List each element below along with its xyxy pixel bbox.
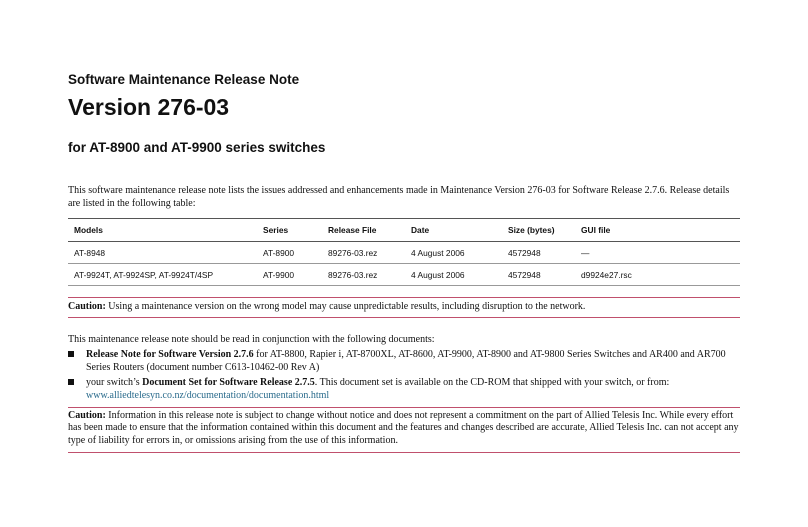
column-header: GUI file <box>575 219 740 242</box>
table-row <box>68 242 740 264</box>
list-item <box>68 349 740 374</box>
document-description: . This document set is available on the CD-ROM that shipped with your switch, or from: <box>314 377 670 388</box>
caution-text: Information in this release note is subject to change without notice and does not represent a commitment on the part of Allied Telesis Inc. While every effort has been made to ensure that the information contained within this document and the features and changes described are accurate, Allied Telesis Inc. can not accept any type of liability for errors in, or omissions arising from the use of this information. <box>68 410 739 446</box>
release-table <box>68 218 740 286</box>
document-title: Release Note for Software Version 2.7.6 <box>86 349 254 360</box>
document-title: Document Set for Software Release 2.7.5 <box>142 377 315 388</box>
table-cell: 4572948 <box>502 242 575 264</box>
column-header: Size (bytes) <box>502 219 575 242</box>
caution-label: Caution: <box>68 301 106 312</box>
list-item <box>68 377 740 402</box>
document-subtitle: for AT-8900 and AT-9900 series switches <box>68 140 326 155</box>
column-header: Date <box>405 219 502 242</box>
bullet-square-icon <box>68 351 74 357</box>
table-cell: 4 August 2006 <box>405 242 502 264</box>
documentation-link[interactable]: www.alliedtelesyn.co.nz/documentation/documentation.html <box>86 389 330 401</box>
table-cell: AT-9924T, AT-9924SP, AT-9924T/4SP <box>68 264 257 286</box>
document-description: for AT-8800, Rapier i, AT-8700XL, AT-8600, AT-9900, AT-8900 and AT-9800 Series Switches and AR400 and AR700 Series Routers (document number C613-10462-00 Rev A) <box>86 349 726 373</box>
page-title: Version 276-03 <box>68 94 230 120</box>
documents-intro: This maintenance release note should be read in conjunction with the following documents: <box>68 334 435 345</box>
table-header-row <box>68 219 740 242</box>
caution-text: Using a maintenance version on the wrong model may cause unpredictable results, including disruption to the network. <box>105 301 586 312</box>
intro-paragraph: This software maintenance release note lists the issues addressed and enhancements made in Maintenance Version 276-03 for Software Release 2.7.6. Release details are listed in the following table: <box>68 185 730 209</box>
table-cell: — <box>575 242 740 264</box>
column-header: Release File <box>322 219 405 242</box>
table-cell: d9924e27.rsc <box>575 264 740 286</box>
table-cell: 89276-03.rez <box>322 264 405 286</box>
caution-label: Caution: <box>68 410 106 421</box>
caution-note-model <box>68 297 740 318</box>
table-row <box>68 264 740 286</box>
table-cell: 4572948 <box>502 264 575 286</box>
bullet-square-icon <box>68 379 74 385</box>
caution-note-disclaimer <box>68 407 740 453</box>
table-cell: AT-8948 <box>68 242 257 264</box>
table-cell: AT-8900 <box>257 242 322 264</box>
table-cell: AT-9900 <box>257 264 322 286</box>
table-cell: 89276-03.rez <box>322 242 405 264</box>
document-supertitle: Software Maintenance Release Note <box>68 72 300 87</box>
table-cell: 4 August 2006 <box>405 264 502 286</box>
document-prefix: your switch’s <box>86 377 143 388</box>
column-header: Series <box>257 219 322 242</box>
column-header: Models <box>68 219 257 242</box>
